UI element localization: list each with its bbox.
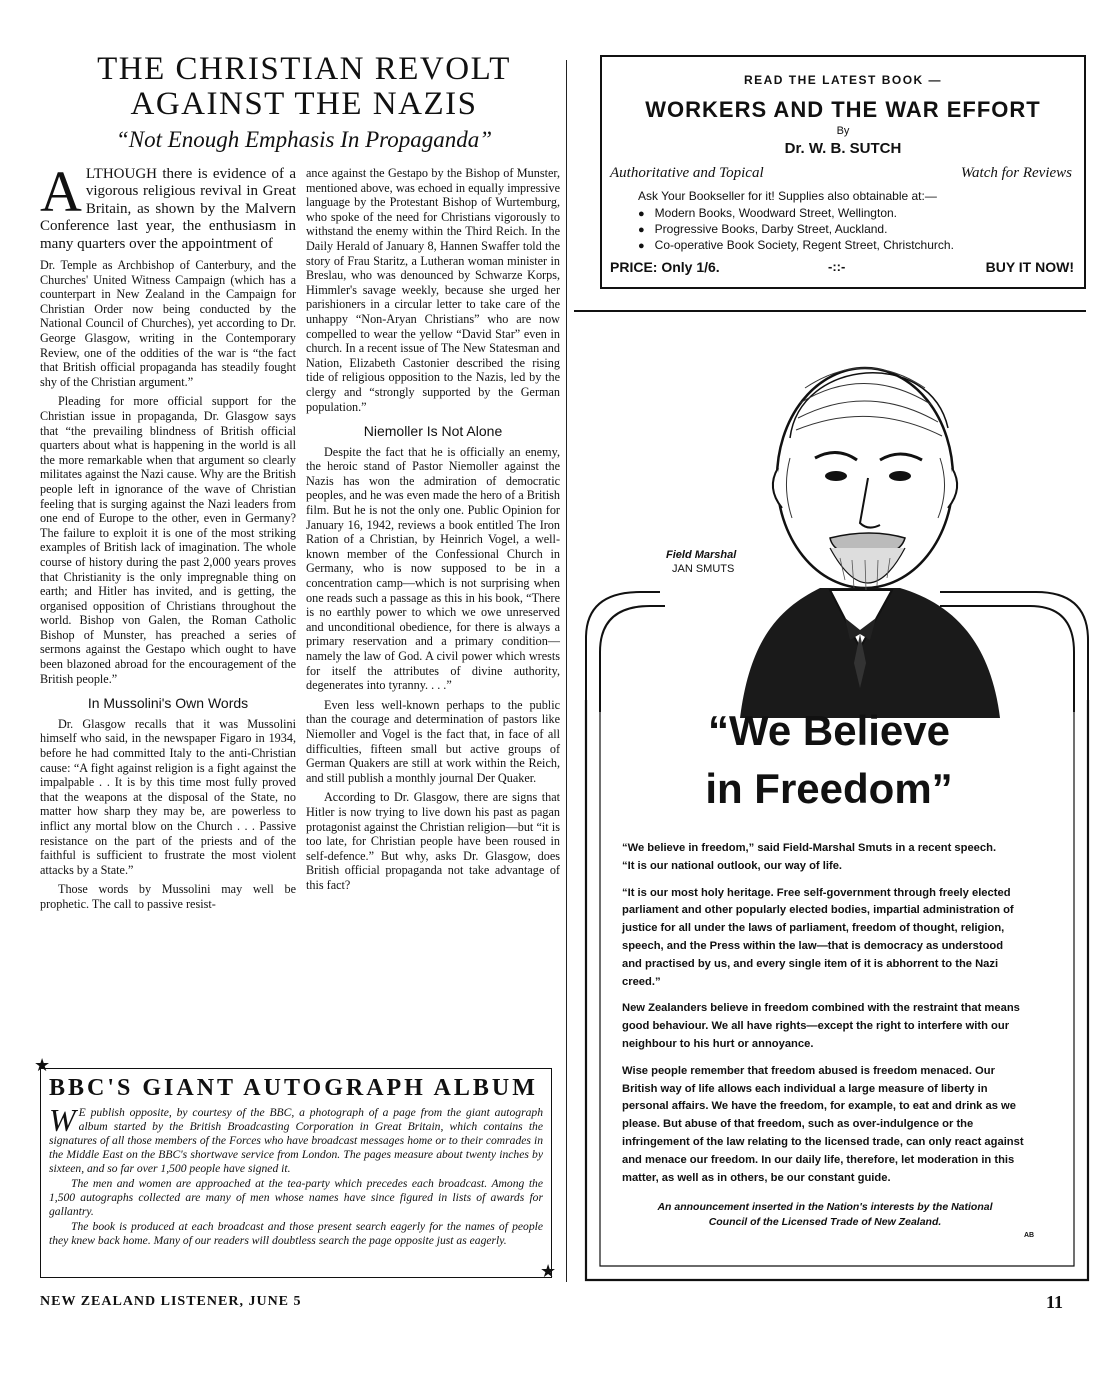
drop-cap: A: [40, 159, 82, 224]
article-paragraph: Despite the fact that he is officially an enemy, the heroic stand of Pastor Niemoller against the Nazis has won the admiration of democratic peoples, and he was even made the hero of a British film. But he is not the only one. Public Opinion for January 16, 1942, reviews a book entitled The Iron Ration of a Christian, by Heinrich Vogel, a well-known member of the Confessional Church in Germany, who is now supposed to be in a concentration camp—which is not surprising when one reads such a passage as this in his book, “There is no earthly power to which we owe unreserved and unconditional obedience, for there is always a primary reservation and a primary condition—namely the law of God. A civil power which wrests for itself the attributes of divine authority, degenerates into tyranny. . . .”: [306, 444, 560, 693]
book-ad-kicker: READ THE LATEST BOOK —: [743, 73, 943, 87]
lead-text: LTHOUGH there is evidence of a vigorous religious revival in Great Britain, as shown by the Malvern Conference last year, the enthusiasm in many quarters over the appointment of: [40, 166, 296, 252]
bbc-drop-cap: W: [49, 1102, 76, 1138]
page-number: 11: [1046, 1292, 1064, 1312]
section-subheading: In Mussolini's Own Words: [87, 695, 249, 712]
ad-paragraph: [622, 840, 1026, 876]
ad-announcement: An announcement inserted in the Nation's interests by the National Council of the Licensed Trade of New Zealand.: [657, 1201, 993, 1228]
ad-quote-line: “We believe in freedom,” said Field-Marshal Smuts in a recent speech.: [622, 842, 997, 854]
headline-line-2: AGAINST THE NAZIS: [130, 86, 478, 122]
bbc-box-title: BBC'S GIANT AUTOGRAPH ALBUM: [49, 1075, 538, 1101]
buy-now-callout: BUY IT NOW!: [985, 259, 1074, 275]
ad-paragraph: “It is our most holy heritage. Free self-government through freely elected parliament and other popularly elected bodies, impartial administration of justice for all under the laws of parliament, freedom of thought, religion, speech, and the Press within the law—that is democracy as understood and practised by us, and every single item of it is abhorrent to the Nazi creed.”: [622, 886, 1014, 988]
article-paragraph: Dr. Temple as Archbishop of Canterbury, and the Churches' United Witness Campaign (which has a counterpart in New Zealand in the Campaign for Christian Order now being conducted by the National Council of Churches), yet according to Dr. George Glasgow, writing in the Contemporary Review, one of the oddities of the war is “the fact that British official propaganda has steadily fought shy of the Christian argument.”: [40, 258, 296, 389]
ad-quote-line: “It is our national outlook, our way of life.: [622, 859, 843, 872]
ad-headline-line-2: in Freedom”: [705, 765, 953, 812]
article-paragraph: Even less well-known perhaps to the public than the courage and determination of pastors like Niemoller and Vogel is the fact that, in face of all difficulties, fifteen small but active groups of German Quakers are still at work within the Reich, and still publish a monthly journal Der Quaker.: [306, 697, 560, 785]
portrait-caption-name: JAN SMUTS: [672, 563, 735, 575]
article-paragraph: Those words by Mussolini may well be prophetic. The call to passive resist-: [40, 882, 296, 911]
bbc-paragraph: The men and women are approached at the tea-party which precedes each broadcast. Among the 1,500 autographs collected are many of men whose names have since figured in lists of awards for gallantry.: [49, 1177, 543, 1218]
price-separator: -::-: [828, 259, 846, 274]
section-subheading: Niemoller Is Not Alone: [363, 423, 503, 440]
article-paragraph: According to Dr. Glasgow, there are signs that Hitler is now trying to live down his past as pagan protagonist against the Christian religion—but “it is too late, for Christian people have been roused in self-defence.” But why, asks Dr. Glasgow, does British official propaganda not take advantage of this fact?: [306, 790, 560, 892]
article-paragraph: Dr. Glasgow recalls that it was Mussolini himself who said, in the newspaper Figaro in 1934, before he had committed Italy to the anti-Christian cause: “A fight against religion is a fight against the impalpable . . It is by this time most fully proved that the weapons at the disposal of the State, no matter how sharp they may be, are powerless to inflict any mortal blow on the Church . . . Passive resistance on the part of the priests and of the faithful is sufficient to frustrate the most violent attacks by a State.”: [40, 716, 296, 877]
star-icon: ★: [34, 1055, 51, 1075]
book-price: PRICE: Only 1/6.: [610, 259, 720, 275]
article-paragraph: ance against the Gestapo by the Bishop of Munster, mentioned above, was echoed in equally impressive language by the Protestant Bishop of Wurtemburg, who spoke of the need for Christians vigorously to withstand the enemy within the Third Reich. In the Daily Herald of January 8, Hannen Swaffer told the story of Frau Staritz, a Lutheran woman minister in Breslau, who was denounced by Schwarze Korps, Himmler's savage weekly, because she urged her parishioners in a circular letter to take care of the unhappy “Non-Aryan Christians” who are now compelled to wear the yellow “David Star” even in church. In a recent issue of The New Statesman and Nation, Elizabeth Castonier described the rising tide of religious opposition to the Nazis, led by the clergy and “strongly supported by the German population.”: [306, 166, 560, 414]
store-item: ● Progressive Books, Darby Street, Auckland.: [638, 222, 954, 238]
book-title: WORKERS AND THE WAR EFFORT: [645, 97, 1041, 122]
smuts-portrait: [700, 318, 1020, 718]
book-tagline: Authoritative and Topical: [610, 165, 764, 181]
publication-footer: NEW ZEALAND LISTENER, JUNE 5: [40, 1294, 302, 1309]
portrait-caption-title: Field Marshal: [666, 549, 737, 561]
bookseller-note: Ask Your Bookseller for it! Supplies also obtainable at:—: [638, 189, 937, 203]
bbc-paragraph-text: E publish opposite, by courtesy of the BBC, a photograph of a page from the giant autograph album started by the British Broadcasting Corporation in Great Britain, which contains the signatures of all those members of the Forces who have broadcast messages home or to their comrades in the Middle East on the BBC's shortwave service from London. The pages measure about twenty inches by sixteen, and so far over 1,500 people have signed it.: [49, 1106, 543, 1175]
artist-initials: AB: [1024, 1232, 1035, 1239]
book-author: Dr. W. B. SUTCH: [784, 140, 902, 157]
book-reviews-note: Watch for Reviews: [960, 165, 1072, 181]
ad-body: [622, 840, 1026, 1196]
article-subheadline: “Not Enough Emphasis In Propaganda”: [115, 127, 493, 152]
ad-paragraph: New Zealanders believe in freedom combined with the restraint that means good behaviour. We all have rights—except the right to interfere with our neighbour to his hurt or annoyance.: [622, 1002, 1020, 1050]
article-paragraph: Pleading for more official support for the Christian issue in propaganda, Dr. Glasgow says that “the prevailing blindness of British official quarters about what is happening in the world is all the more remarkable when that argument so clearly militates against the Nazi cause. Why are the British people left in ignorance of the wave of Christian feeling that is surging against the Nazi leaders from one end of Europe to the other, even in Germany? The failure to exploit it is one of the most striking examples of British lack of imagination. The whole course of history during the past 2,000 years proves that Christianity is the only impregnable thing on earth; and Hitler has invited, and is getting, the organised opposition of Christians throughout the world. Bishop von Galen, the Roman Catholic Bishop of Munster, has preached a series of sermons against the Gestapo which ought to have been blazoned abroad for the encouragement of the British people.”: [40, 394, 296, 686]
bbc-paragraph: The book is produced at each broadcast and those present search eagerly for the names of people they knew back home. Many of our readers will doubtless search the page opposite just as eagerly.: [49, 1220, 543, 1247]
store-item: ● Modern Books, Woodward Street, Wellington.: [638, 206, 954, 222]
book-by: By: [836, 125, 850, 137]
store-item: ● Co-operative Book Society, Regent Street, Christchurch.: [638, 238, 954, 254]
headline-line-1: THE CHRISTIAN REVOLT: [97, 51, 511, 87]
ad-paragraph: Wise people remember that freedom abused is freedom menaced. Our British way of life allows each individual a large measure of liberty in personal affairs. We have the freedom, for example, to eat and drink as we please. But abuse of that freedom, such as over-indulgence or the infringement of the law relating to the licensed trade, can only react against and menace our freedom. In our daily life, therefore, let moderation in this matter, as well as in others, be our constant guide.: [622, 1064, 1024, 1184]
star-icon: ★: [540, 1261, 557, 1281]
ad-headline-line-1: “We Believe: [707, 707, 950, 754]
